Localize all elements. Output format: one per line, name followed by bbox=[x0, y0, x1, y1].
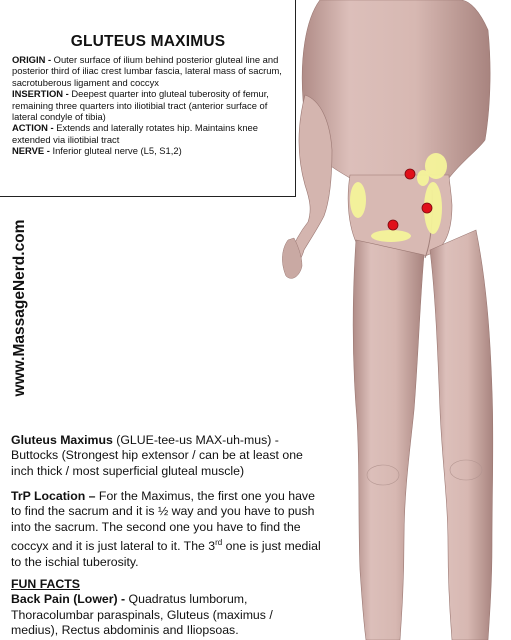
insertion-row bbox=[12, 88, 292, 122]
action-label: ACTION - bbox=[12, 122, 57, 134]
description-name: Gluteus Maximus bbox=[11, 433, 113, 447]
fun-facts bbox=[11, 577, 321, 639]
trp-text-1: For the Maximus, the first one you have to find the sacrum and it is ½ way and you have to push into the sacrum. The second one you have to find the coccyx and it is just lateral to it. The 3 bbox=[11, 489, 315, 554]
muscle-title: GLUTEUS MAXIMUS bbox=[70, 33, 226, 50]
referral-zone-sacral bbox=[417, 170, 429, 186]
trigger-point-2 bbox=[422, 203, 432, 213]
trp-location bbox=[11, 489, 321, 570]
fun-facts-text: Quadratus lumborum, Thoracolumbar paraspinals, Gluteus (maximus / medius), Rectus abdominis and Iliopsoas. bbox=[11, 592, 273, 638]
referral-zone-ischial bbox=[371, 230, 411, 242]
trigger-point-3 bbox=[388, 220, 398, 230]
origin-text: Outer surface of ilium behind posterior gluteal line and posterior third of iliac crest lumbar fascia, lateral mass of sacrum, sacrotuberous ligament and coccyx bbox=[12, 54, 282, 88]
action-text: Extends and laterally rotates hip. Maintains knee extended via iliotibial tract bbox=[12, 122, 258, 145]
nerve-row bbox=[12, 145, 292, 156]
trp-text-2: one is just medial to the ischial tuberosity. bbox=[11, 539, 321, 569]
site-watermark: www.MassageNerd.com bbox=[11, 219, 28, 397]
muscle-info-card bbox=[0, 0, 296, 197]
trp-superscript: rd bbox=[215, 538, 223, 548]
muscle-details bbox=[12, 54, 292, 157]
referral-zone-hip bbox=[350, 182, 366, 218]
origin-row bbox=[12, 54, 292, 88]
insertion-text: Deepest quarter into gluteal tuberosity of femur, remaining three quarters into iliotibial tract (anterior surface of lateral condyle of tibia) bbox=[12, 88, 269, 123]
nerve-text: Inferior gluteal nerve (L5, S1,2) bbox=[52, 145, 182, 157]
nerve-label: NERVE - bbox=[12, 145, 53, 157]
muscle-description bbox=[11, 433, 321, 479]
fun-facts-heading: FUN FACTS bbox=[11, 577, 80, 591]
origin-label: ORIGIN - bbox=[12, 54, 54, 65]
action-row bbox=[12, 122, 292, 145]
insertion-label: INSERTION - bbox=[12, 88, 72, 100]
trp-label: TrP Location – bbox=[11, 489, 96, 503]
fun-facts-label: Back Pain (Lower) - bbox=[11, 592, 126, 607]
trigger-point-1 bbox=[405, 169, 415, 179]
description-text: (GLUE-tee-us MAX-uh-mus) - Buttocks (Strongest hip extensor / can be at least one inch thick / most superficial gluteal muscle) bbox=[11, 433, 303, 478]
